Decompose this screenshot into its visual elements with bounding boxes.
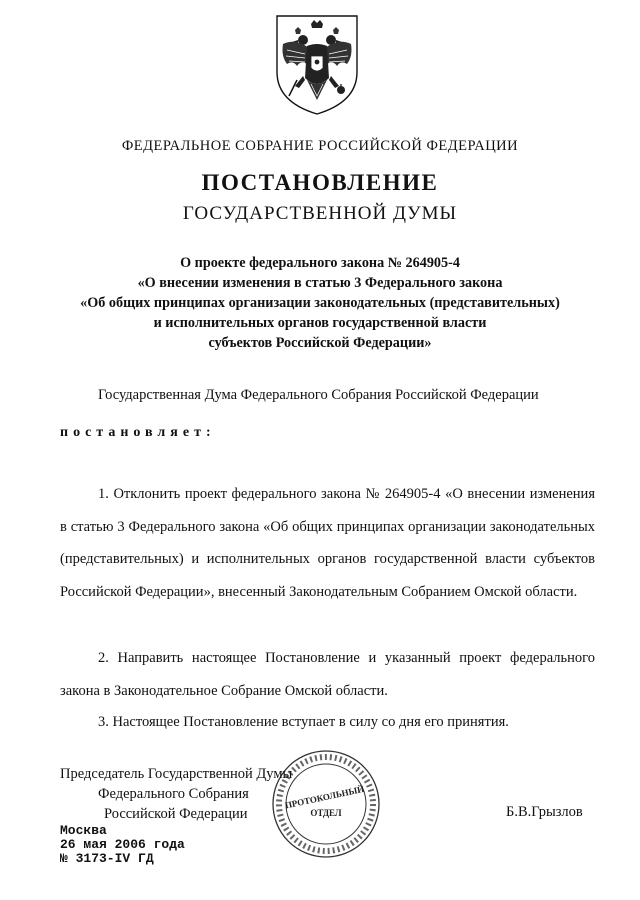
- footer-date: 26 мая 2006 года: [60, 837, 185, 852]
- subject-line: «Об общих принципах организации законодательных (представительных): [80, 295, 560, 311]
- svg-text:ПРОТОКОЛЬНЫЙ: ПРОТОКОЛЬНЫЙ: [284, 783, 366, 811]
- subject-line: субъектов Российской Федерации»: [208, 335, 432, 351]
- document-footer: [60, 824, 185, 866]
- subject-line: и исполнительных органов государственной власти: [153, 315, 487, 331]
- signatory-name: Б.В.Грызлов: [506, 804, 583, 820]
- resolution-item-1: 1. Отклонить проект федерального закона № 264905-4 «О внесении изменения в статью 3 Федерального закона «Об общих принципах организации законодательных (представительных) и исполнительных органов государственной власти субъектов Российской Федерации», внесенный Законодательным Собранием Омской области.: [60, 486, 595, 600]
- signatory-title-line: Федерального Собрания: [98, 786, 249, 802]
- svg-text:ОТДЕЛ: ОТДЕЛ: [310, 808, 342, 818]
- document-subject: [40, 253, 600, 353]
- issuing-body-subtitle: ГОСУДАРСТВЕННОЙ ДУМЫ: [182, 203, 458, 224]
- signatory-title-line: Председатель Государственной Думы: [60, 766, 293, 782]
- resolution-item-2: 2. Направить настоящее Постановление и указанный проект федерального закона в Законодательное Собрание Омской области.: [60, 650, 595, 699]
- footer-city: Москва: [60, 823, 107, 838]
- preamble-text: Государственная Дума Федерального Собрания Российской Федерации: [98, 387, 539, 403]
- document-type-title: ПОСТАНОВЛЕНИЕ: [201, 170, 439, 195]
- subject-line: О проекте федерального закона № 264905-4: [180, 255, 460, 271]
- resolves-keyword: постановляет:: [60, 425, 216, 440]
- signatory-title: [60, 764, 292, 824]
- resolution-item-3: 3. Настоящее Постановление вступает в силу со дня его принятия.: [98, 714, 509, 730]
- signatory-title-line: Российской Федерации: [104, 806, 248, 822]
- assembly-heading: ФЕДЕРАЛЬНОЕ СОБРАНИЕ РОССИЙСКОЙ ФЕДЕРАЦИИ: [121, 138, 519, 154]
- footer-number: № 3173-IV ГД: [60, 851, 154, 866]
- subject-line: «О внесении изменения в статью 3 Федерального закона: [137, 275, 503, 291]
- coat-of-arms-emblem: [267, 10, 367, 118]
